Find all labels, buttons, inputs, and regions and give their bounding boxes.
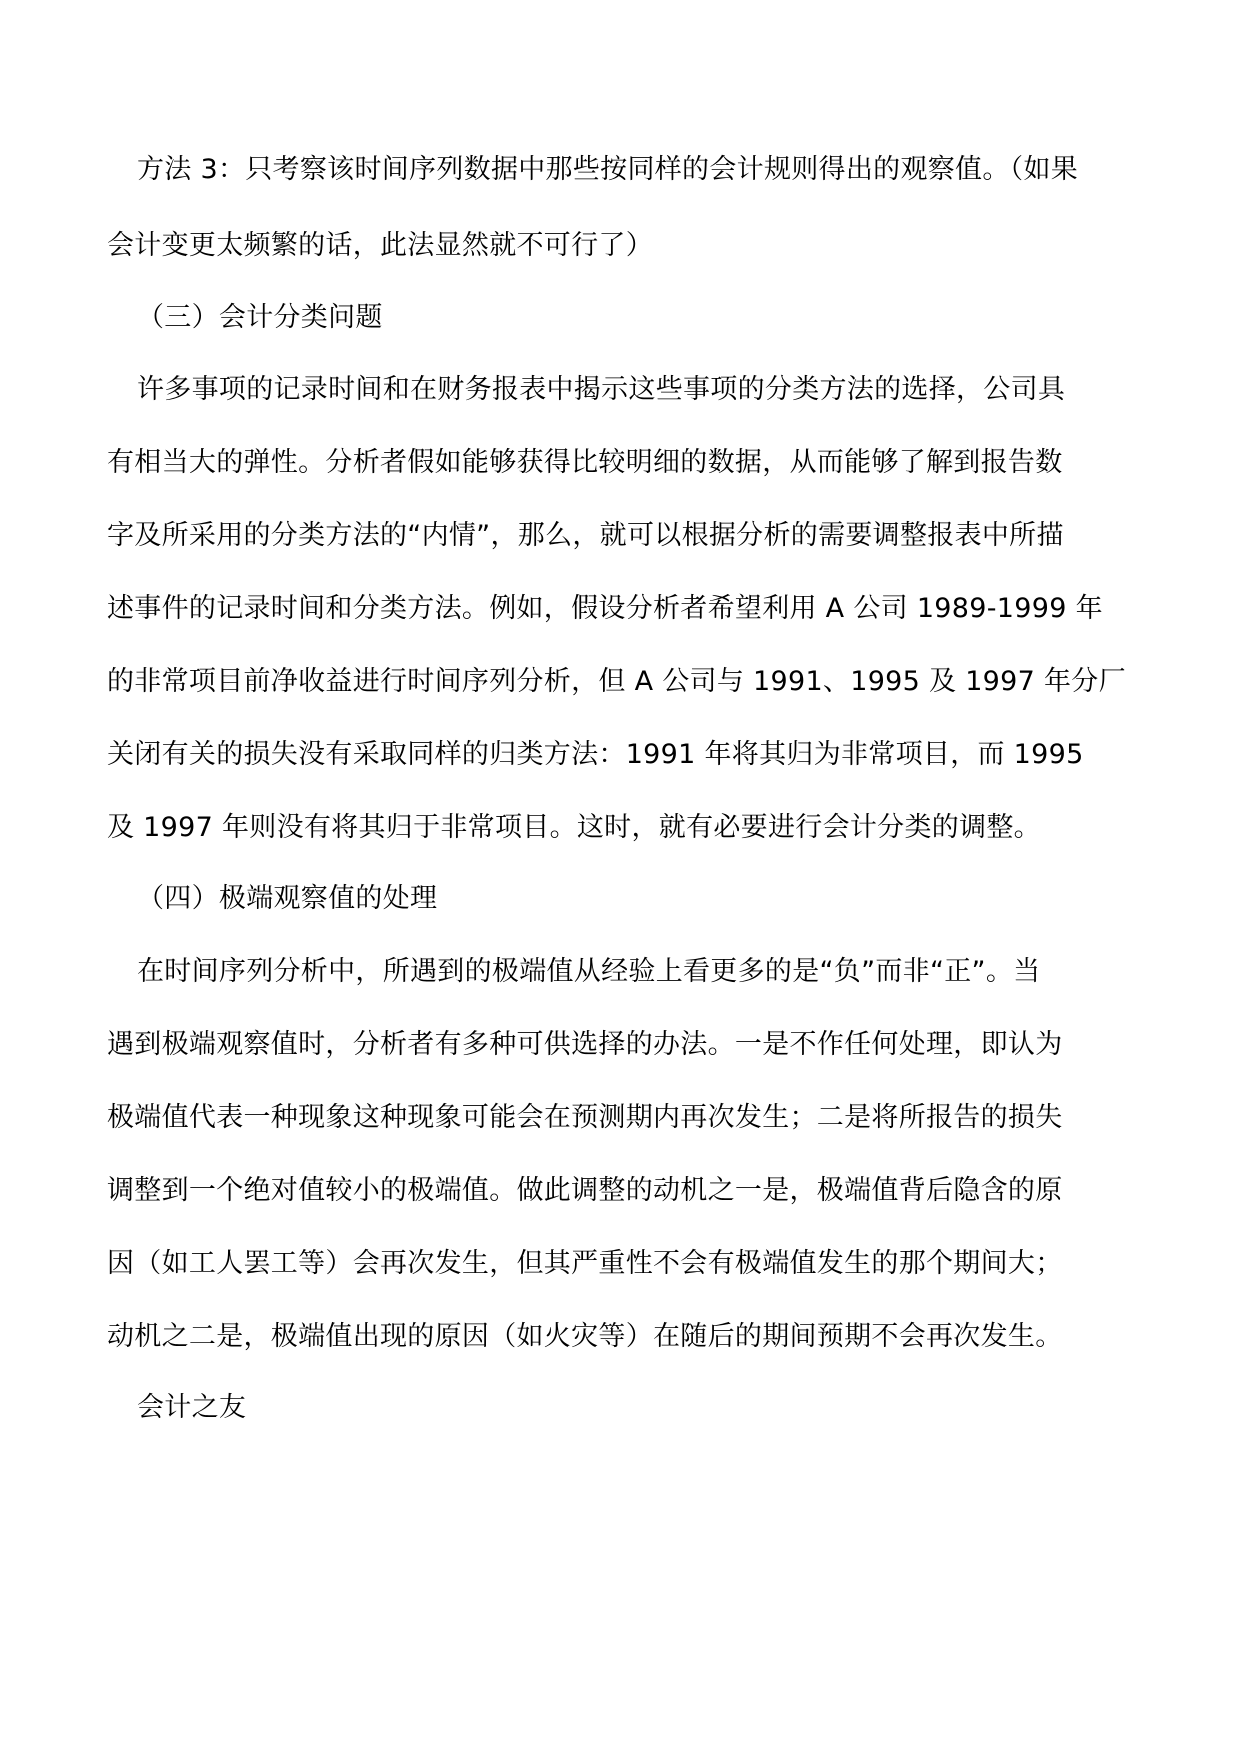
paragraph-extreme-line-6: 动机之二是，极端值出现的原因（如火灾等）在随后的期间预期不会再次发生。 [107, 1321, 1063, 1352]
section-heading-4: （四）极端观察值的处理 [137, 883, 438, 914]
paragraph-classification-line-1: 许多事项的记录时间和在财务报表中揭示这些事项的分类方法的选择，公司具 [137, 374, 1066, 405]
paragraph-extreme-line-5: 因（如工人罢工等）会再次发生，但其严重性不会有极端值发生的那个期间大； [107, 1248, 1063, 1279]
footer-source-label: 会计之友 [137, 1392, 247, 1423]
section-heading-3: （三）会计分类问题 [137, 302, 383, 333]
paragraph-extreme-line-2: 遇到极端观察值时，分析者有多种可供选择的办法。一是不作任何处理，即认为 [107, 1029, 1063, 1060]
paragraph-extreme-line-3: 极端值代表一种现象这种现象可能会在预测期内再次发生；二是将所报告的损失 [107, 1102, 1063, 1133]
paragraph-extreme-line-4: 调整到一个绝对值较小的极端值。做此调整的动机之一是，极端值背后隐含的原 [107, 1175, 1063, 1206]
paragraph-classification-line-5: 的非常项目前净收益进行时间序列分析，但 A 公司与 1991、1995 及 1997 年分厂 [107, 666, 1126, 697]
paragraph-classification-line-3: 字及所采用的分类方法的“内情”，那么，就可以根据分析的需要调整报表中所描 [107, 520, 1064, 551]
paragraph-method3-line-2: 会计变更太频繁的话，此法显然就不可行了） [107, 230, 653, 261]
paragraph-classification-line-7: 及 1997 年则没有将其归于非常项目。这时，就有必要进行会计分类的调整。 [107, 812, 1041, 843]
paragraph-classification-line-6: 关闭有关的损失没有采取同样的归类方法：1991 年将其归为非常项目，而 1995 [107, 739, 1084, 770]
paragraph-classification-line-4: 述事件的记录时间和分类方法。例如，假设分析者希望利用 A 公司 1989-1999 年 [107, 593, 1103, 624]
paragraph-extreme-line-1: 在时间序列分析中，所遇到的极端值从经验上看更多的是“负”而非“正”。当 [137, 956, 1041, 987]
paragraph-method3-line-1: 方法 3：只考察该时间序列数据中那些按同样的会计规则得出的观察值。（如果 [137, 154, 1079, 185]
paragraph-classification-line-2: 有相当大的弹性。分析者假如能够获得比较明细的数据，从而能够了解到报告数 [107, 447, 1063, 478]
